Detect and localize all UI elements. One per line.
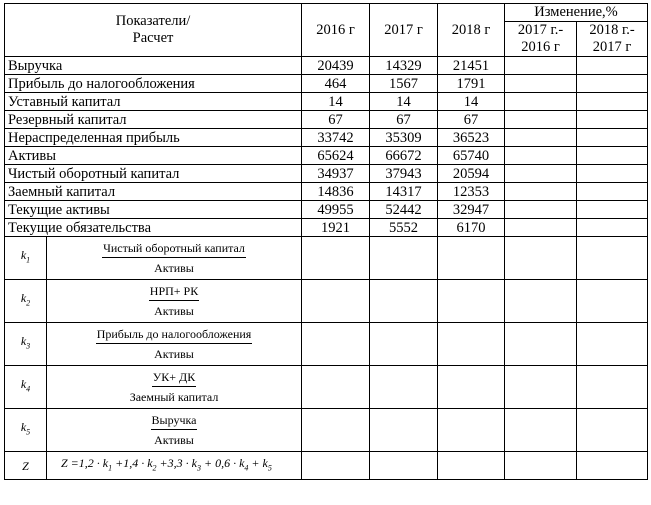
- value-2017: [370, 280, 438, 323]
- row-label: Выручка: [5, 57, 302, 75]
- value-2017: [370, 237, 438, 280]
- change-2017-2016: [505, 237, 577, 280]
- z-score-row: [5, 452, 648, 480]
- header-change: Изменение,%: [505, 4, 648, 22]
- value-2018: [438, 280, 505, 323]
- ratio-formula-k4: [47, 366, 302, 409]
- value-2017: 14317: [370, 183, 438, 201]
- value-2017: 66672: [370, 147, 438, 165]
- row-label: Прибыль до налогообложения: [5, 75, 302, 93]
- value-2016: [302, 366, 370, 409]
- change-2018-2017: [577, 111, 648, 129]
- value-2018: 20594: [438, 165, 505, 183]
- value-2018: 1791: [438, 75, 505, 93]
- value-2016: 20439: [302, 57, 370, 75]
- value-2017: 14329: [370, 57, 438, 75]
- header-indicator: Показатели/: [115, 13, 191, 29]
- ratio-row: [5, 366, 648, 409]
- table-row: [5, 183, 648, 201]
- value-2016: 1921: [302, 219, 370, 237]
- change-2018-2017: [577, 75, 648, 93]
- row-label: Активы: [5, 147, 302, 165]
- change-2018-2017: [577, 280, 648, 323]
- value-2017: 5552: [370, 219, 438, 237]
- ratio-row: [5, 409, 648, 452]
- header-2018: 2018 г: [438, 4, 505, 57]
- value-2016: [302, 409, 370, 452]
- ratio-formula-k2: [47, 280, 302, 323]
- ratio-denominator: Активы: [154, 433, 194, 447]
- change-2017-2016: [505, 93, 577, 111]
- change-2018-2017: [577, 201, 648, 219]
- ratio-row: [5, 323, 648, 366]
- value-2017: [370, 323, 438, 366]
- header-2016: 2016 г: [302, 4, 370, 57]
- header-ch1-line1: 2017 г.-: [517, 22, 564, 38]
- change-2017-2016: [505, 129, 577, 147]
- value-2016: 464: [302, 75, 370, 93]
- row-label: Чистый оборотный капитал: [5, 165, 302, 183]
- value-2017: 67: [370, 111, 438, 129]
- value-2017: [370, 366, 438, 409]
- change-2017-2016: [505, 366, 577, 409]
- value-2017: 14: [370, 93, 438, 111]
- table-row: [5, 57, 648, 75]
- header-row-top: [5, 4, 648, 22]
- change-2018-2017: [577, 366, 648, 409]
- header-change-2017-2016: [505, 22, 577, 57]
- table-row: [5, 129, 648, 147]
- ratio-formula-k5: [47, 409, 302, 452]
- value-2016: [302, 452, 370, 480]
- value-2018: 21451: [438, 57, 505, 75]
- change-2017-2016: [505, 57, 577, 75]
- change-2017-2016: [505, 147, 577, 165]
- table-row: [5, 111, 648, 129]
- ratio-formula-k1: [47, 237, 302, 280]
- ratio-denominator: Активы: [154, 261, 194, 275]
- ratio-label-k3: $k_3$: [5, 323, 47, 366]
- change-2018-2017: [577, 165, 648, 183]
- z-formula: $Z =1,2 \cdot k_1 +1,4 \cdot k_2 +3,3 \cdot k_3 + 0,6 \cdot k_4 + k_5$: [47, 452, 302, 480]
- ratio-numerator: Прибыль до налогообложения: [96, 327, 253, 344]
- value-2018: 12353: [438, 183, 505, 201]
- change-2017-2016: [505, 323, 577, 366]
- change-2017-2016: [505, 183, 577, 201]
- change-2018-2017: [577, 183, 648, 201]
- table-row: [5, 93, 648, 111]
- ratio-label-k4: $k_4$: [5, 366, 47, 409]
- value-2016: [302, 280, 370, 323]
- value-2016: [302, 237, 370, 280]
- change-2018-2017: [577, 147, 648, 165]
- table-row: [5, 165, 648, 183]
- table-row: [5, 75, 648, 93]
- header-change-2018-2017: [577, 22, 648, 57]
- value-2016: 49955: [302, 201, 370, 219]
- value-2016: 65624: [302, 147, 370, 165]
- row-label: Нераспределенная прибыль: [5, 129, 302, 147]
- value-2016: [302, 323, 370, 366]
- ratio-numerator: Чистый оборотный капитал: [102, 241, 246, 258]
- row-label: Текущие активы: [5, 201, 302, 219]
- change-2018-2017: [577, 93, 648, 111]
- financial-indicators-table: [4, 3, 648, 480]
- value-2016: 33742: [302, 129, 370, 147]
- value-2018: [438, 409, 505, 452]
- change-2017-2016: [505, 165, 577, 183]
- value-2018: [438, 323, 505, 366]
- header-indicator-cell: [5, 4, 302, 57]
- row-label: Резервный капитал: [5, 111, 302, 129]
- change-2018-2017: [577, 57, 648, 75]
- change-2018-2017: [577, 219, 648, 237]
- change-2017-2016: [505, 219, 577, 237]
- value-2016: 14836: [302, 183, 370, 201]
- change-2017-2016: [505, 201, 577, 219]
- change-2017-2016: [505, 111, 577, 129]
- ratio-formula-k3: [47, 323, 302, 366]
- value-2016: 34937: [302, 165, 370, 183]
- header-2017: 2017 г: [370, 4, 438, 57]
- table-row: [5, 219, 648, 237]
- change-2018-2017: [577, 237, 648, 280]
- value-2017: [370, 409, 438, 452]
- row-label: Заемный капитал: [5, 183, 302, 201]
- ratio-numerator: НРП+ РК: [149, 284, 199, 301]
- value-2018: 6170: [438, 219, 505, 237]
- ratio-row: [5, 237, 648, 280]
- header-ch1-line2: 2016 г: [521, 39, 560, 55]
- value-2018: 67: [438, 111, 505, 129]
- ratio-row: [5, 280, 648, 323]
- value-2017: [370, 452, 438, 480]
- z-label: Z: [5, 452, 47, 480]
- change-2018-2017: [577, 323, 648, 366]
- row-label: Текущие обязательства: [5, 219, 302, 237]
- header-ch2-line1: 2018 г.-: [589, 22, 635, 38]
- change-2018-2017: [577, 409, 648, 452]
- table-row: [5, 201, 648, 219]
- ratio-label-k1: $k_1$: [5, 237, 47, 280]
- value-2018: [438, 237, 505, 280]
- row-label: Уставный капитал: [5, 93, 302, 111]
- value-2017: 37943: [370, 165, 438, 183]
- ratio-numerator: Выручка: [151, 413, 198, 430]
- value-2018: 14: [438, 93, 505, 111]
- value-2018: 36523: [438, 129, 505, 147]
- value-2018: [438, 366, 505, 409]
- change-2018-2017: [577, 452, 648, 480]
- table-row: [5, 147, 648, 165]
- value-2016: 67: [302, 111, 370, 129]
- ratio-label-k5: $k_5$: [5, 409, 47, 452]
- ratio-denominator: Заемный капитал: [129, 390, 219, 404]
- value-2017: 35309: [370, 129, 438, 147]
- change-2017-2016: [505, 75, 577, 93]
- value-2016: 14: [302, 93, 370, 111]
- value-2018: 32947: [438, 201, 505, 219]
- ratio-numerator: УК+ ДК: [152, 370, 196, 387]
- ratio-denominator: Активы: [154, 304, 194, 318]
- change-2017-2016: [505, 280, 577, 323]
- ratio-denominator: Активы: [154, 347, 194, 361]
- value-2017: 52442: [370, 201, 438, 219]
- change-2017-2016: [505, 409, 577, 452]
- value-2018: [438, 452, 505, 480]
- value-2017: 1567: [370, 75, 438, 93]
- change-2018-2017: [577, 129, 648, 147]
- ratio-label-k2: $k_2$: [5, 280, 47, 323]
- header-ch2-line2: 2017 г: [592, 39, 632, 55]
- header-calc: Расчет: [132, 30, 174, 46]
- value-2018: 65740: [438, 147, 505, 165]
- change-2017-2016: [505, 452, 577, 480]
